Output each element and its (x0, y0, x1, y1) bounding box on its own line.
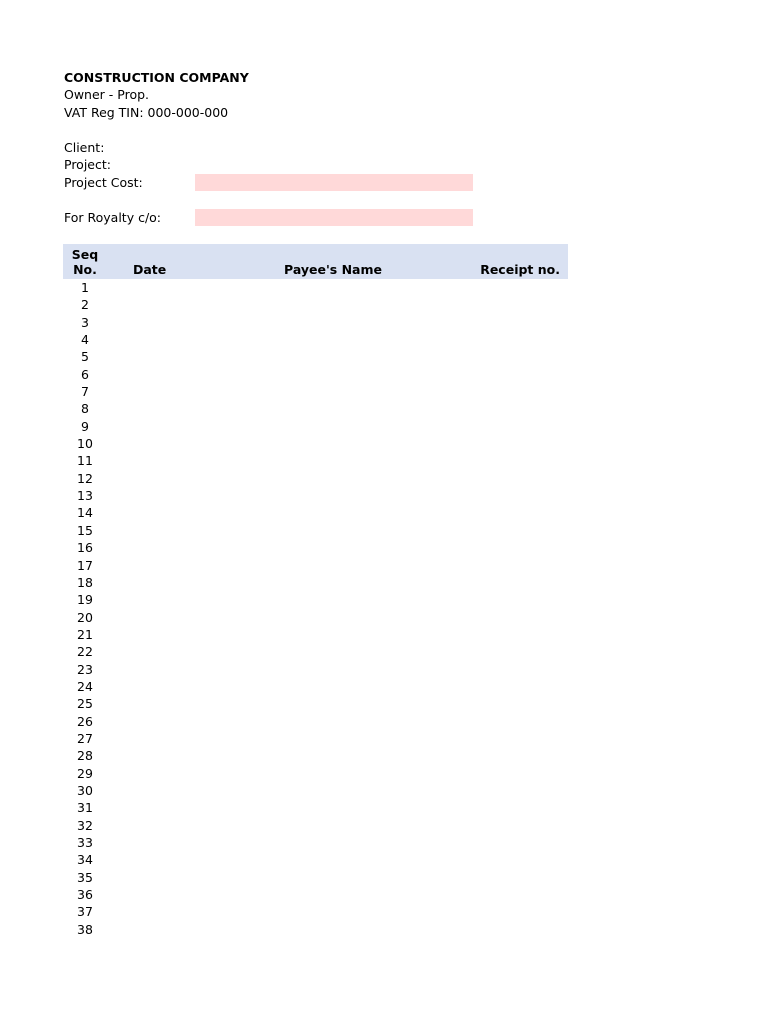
table-row (63, 869, 568, 886)
seq-number: 18 (77, 574, 93, 590)
table-row (63, 903, 568, 920)
seq-header-line2: No. (73, 262, 97, 277)
seq-number: 13 (77, 488, 93, 504)
table-header (63, 244, 568, 279)
table-row (63, 557, 568, 574)
seq-number: 25 (77, 696, 93, 712)
seq-number: 24 (77, 678, 93, 694)
table-row (63, 765, 568, 782)
table-row (63, 574, 568, 591)
table-row (63, 817, 568, 834)
seq-number: 3 (81, 314, 89, 330)
table-row (63, 383, 568, 400)
seq-number: 30 (77, 782, 93, 798)
table-body (63, 279, 568, 938)
seq-number: 14 (77, 505, 93, 521)
table-row (63, 591, 568, 608)
seq-number: 33 (77, 835, 93, 850)
table-row (63, 487, 568, 504)
table-row (63, 799, 568, 816)
table-row (63, 834, 568, 851)
seq-number: 17 (77, 557, 93, 573)
table-row (63, 522, 568, 539)
project-cost-field[interactable] (195, 174, 473, 191)
seq-number: 26 (77, 713, 93, 729)
table-row (63, 730, 568, 747)
project-cost-label: Project Cost: (64, 175, 143, 190)
seq-number: 10 (77, 436, 93, 452)
seq-header-line1: Seq (71, 247, 99, 262)
seq-number: 29 (77, 765, 93, 781)
seq-number: 35 (77, 869, 93, 885)
company-name: CONSTRUCTION COMPANY (64, 70, 249, 85)
table-row (63, 314, 568, 331)
table-row (63, 661, 568, 678)
table-row (63, 626, 568, 643)
table-row (63, 695, 568, 712)
table-row (63, 782, 568, 799)
seq-number: 5 (81, 349, 89, 365)
seq-number: 31 (77, 800, 93, 816)
seq-number: 23 (77, 661, 93, 677)
seq-number: 22 (77, 644, 93, 660)
royalty-label: For Royalty c/o: (64, 210, 162, 225)
table-row (63, 747, 568, 764)
client-label: Client: (64, 140, 105, 155)
royalty-field[interactable] (195, 209, 473, 226)
payee-name-header: Payee's Name (284, 262, 382, 277)
receipt-no-header: Receipt no. (480, 262, 560, 277)
table-row (63, 921, 568, 938)
seq-number: 38 (77, 921, 93, 937)
table-row (63, 331, 568, 348)
table-row (63, 504, 568, 521)
table-row (63, 418, 568, 435)
table-row (63, 470, 568, 487)
table-row (63, 452, 568, 469)
seq-number: 28 (77, 748, 93, 764)
seq-number: 36 (77, 887, 93, 903)
project-label: Project: (64, 157, 111, 172)
table-row (63, 713, 568, 730)
table-row (63, 366, 568, 383)
seq-number: 2 (81, 297, 89, 313)
table-row (63, 400, 568, 417)
vat-line: VAT Reg TIN: 000-000-000 (64, 105, 229, 120)
seq-no-header (63, 247, 107, 277)
table-row (63, 539, 568, 556)
seq-number: 21 (77, 626, 93, 642)
table-row (63, 279, 568, 296)
seq-number: 12 (77, 470, 93, 486)
table-row (63, 435, 568, 452)
owner-line: Owner - Prop. (64, 87, 150, 102)
table-row (63, 886, 568, 903)
seq-number: 16 (77, 540, 93, 556)
seq-number: 4 (81, 332, 89, 348)
seq-number: 6 (81, 366, 89, 382)
seq-number: 11 (77, 453, 93, 469)
seq-number: 8 (81, 401, 89, 417)
table-row (63, 643, 568, 660)
seq-number: 15 (77, 522, 93, 538)
seq-number: 37 (77, 904, 93, 920)
seq-number: 34 (77, 852, 93, 868)
seq-number: 9 (81, 418, 89, 434)
table-row (63, 851, 568, 868)
seq-number: 7 (81, 384, 89, 400)
seq-number: 32 (77, 817, 93, 833)
seq-number: 1 (81, 280, 89, 295)
table-row (63, 609, 568, 626)
table-row (63, 678, 568, 695)
date-header: Date (133, 262, 167, 277)
seq-number: 27 (77, 730, 93, 746)
seq-number: 19 (77, 592, 93, 608)
seq-number: 20 (77, 609, 93, 625)
table-row (63, 296, 568, 313)
table-row (63, 348, 568, 365)
